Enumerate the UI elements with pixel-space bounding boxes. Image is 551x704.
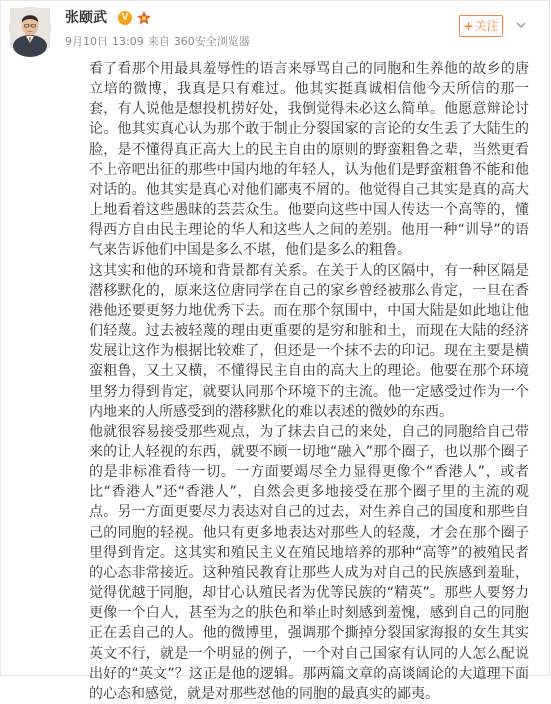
post-time[interactable]: 13:09 [112,35,144,48]
verified-badge-icon[interactable]: V [118,11,132,25]
plus-icon: + [463,19,474,33]
username[interactable]: 张颐武 [65,10,107,26]
user-avatar[interactable] [9,7,51,49]
follow-button[interactable] [459,15,503,37]
post-source[interactable]: 360安全浏览器 [173,35,250,48]
chevron-down-icon [511,15,531,35]
post-header [1,1,551,59]
post-body [89,59,529,704]
source-prefix: 来自 [147,35,170,48]
more-options-dropdown[interactable] [511,15,531,35]
follow-button-label: 关注 [474,19,499,33]
post-paragraph: 这其实和他的环境和背景都有关系。在关于人的区隔中，有一种区隔是潜移默化的，原来这位唐同学在自己的家乡曾经被那么肯定，一旦在香港他还要更努力地优秀下去。而在那个氛围中，中国大陆是如此地让他们轻蔑。过去被轻蔑的理由更重要的是穷和脏和土，而现在大陆的经济发展让这作为根据比较难了，但还是一个抹不去的印记。现在主要是横蛮粗鲁，又土又横，不懂得民主自由的高大上的理论。他要在那个环境里努力得到肯定，就要认同那个环境下的主流。他一定感受过作为一个内地来的人所感受到的潜移默化的难以表述的微妙的东西。 [89,262,529,420]
post-paragraph: 看了看那个用最具羞辱性的语言来辱骂自己的同胞和生养他的故乡的唐立培的微博，我真是只有难过。他其实挺真诚相信他今天所信的那一套，有人说他是想投机捞好处，我倒觉得未必这么简单。他愿意辩论讨论。他其实真心认为那个敢于制止分裂国家的言论的女生丢了大陆生的脸，是不懂得真正高大上的民主自由的原则的野蛮粗鲁之辈，当然更看不上帝吧出征的那些中国内地的年轻人，认为他们是野蛮粗鲁不能和他对话的。他其实是真心对他们鄙夷不屑的。他觉得自己其实是真的高大上地看着这些愚昧的芸芸众生。他要向这些中国人传达一个高等的，懂得西方自由民主理论的华人和这些人之间的差别。他用一种“训导”的语气来告诉他们中国是多么不堪，他们是多么的粗鲁。 [89,61,529,259]
member-level-icon[interactable] [136,10,152,26]
avatar-portrait-icon [10,8,50,48]
post-paragraph: 他就很容易接受那些观点，为了抹去自己的来处，自己的同胞给自己带来的让人轻视的东西，就要不顾一切地“融入”那个圈子，也以那个圈子的是非标准看待一切。一方面要竭尽全力显得更像个“香港人”，或者比“香港人”还“香港人”，自然会更多地接受在那个圈子里的主流的观点。另一方面更要尽力表达对自己的过去，对生养自己的国度和那些自己的同胞的轻视。他只有更多地表达对那些人的轻蔑，才会在那个圈子里得到肯定。这其实和殖民主义在殖民地培养的那种“高等”的被殖民者的心态非常接近。这种殖民教育让那些人成为对自己的民族感到羞耻，觉得优越于同胞，却甘心认殖民者为优等民族的“精英”。那些人要努力更像一个白人，甚至为之的肤色和举止时刻感到羞愧，感到自己的同胞正在丢自己的人。他的微博里，强调那个撕掉分裂国家海报的女生其实英文不行，就是一个明显的例子，一个对自己国家有认同的人怎么配说出好的“英文”？这正是他的逻辑。那两篇文章的高谈阔论的大道理下面的心态和感觉，就是对那些怼他的同胞的最真实的鄙夷。 [89,423,529,702]
post-meta [65,35,254,48]
post-date[interactable]: 9月10日 [65,35,108,48]
